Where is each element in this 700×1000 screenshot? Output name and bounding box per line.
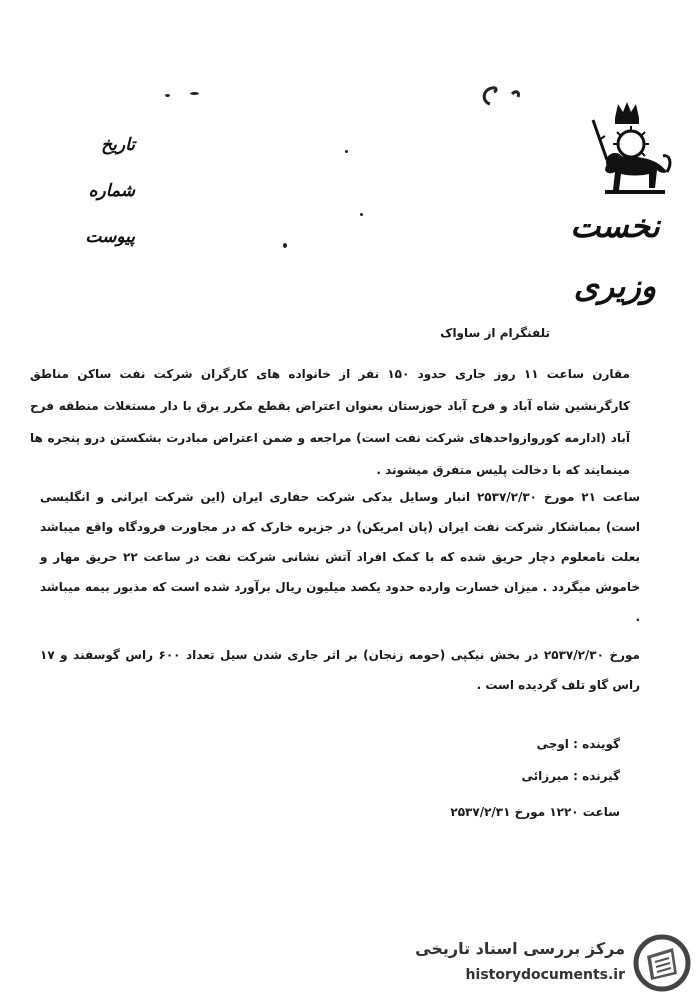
- receiver-line: گیرنده : میرزائی: [521, 769, 620, 783]
- paragraph-2: ساعت ۲۱ مورخ ۲۵۳۷/۲/۳۰ انبار وسایل یدکی شرکت حفاری ایران (این شرکت ایرانی و انگلیسی است) بمباشکار شرکت نفت ایران (پان امریکن) در جزیره خارک که در مجاورت فرودگاه واقع میباشد بعلت نامعلوم دچار حریق شده که با کمک افراد آتش نشانی شرکت نفت در ساعت ۲۲ حریق مهار و خاموش میگردد . میزان خسارت وارده حدود یکصد میلیون ریال برآورد شده است که مذبور بیمه میباشد .: [40, 490, 640, 624]
- ink-speck: [283, 243, 287, 248]
- watermark-name: مرکز بررسی اسناد تاریخی: [415, 939, 625, 958]
- ink-speck: [165, 94, 170, 97]
- sender-line: گوینده : اوجی: [536, 737, 620, 751]
- paragraph-1: مقارن ساعت ۱۱ روز جاری حدود ۱۵۰ نفر از خانواده های کارگران شرکت نفت ساکن مناطق کارگرنشین شاه آباد و فرح آباد خوزستان بعنوان اعتراض بقطع مکرر برق با دار مستغلات منطقه فرح آباد (ادارمه کوروازواحدهای شرکت نفت است) مراجعه و ضمن اعتراض مبادرت بشکستن درو پنجره ها مینمایند که با دخالت پلیس متفرق میشوند .: [30, 367, 630, 477]
- handwritten-mark: [480, 84, 525, 109]
- attachment-label: پیوست: [85, 227, 135, 247]
- number-label: شماره: [88, 181, 135, 201]
- telegram-header: تلفنگرام از ساواک: [440, 326, 550, 340]
- date-label: تاریخ: [101, 135, 135, 155]
- watermark-url: historydocuments.ir: [465, 967, 625, 983]
- meta-labels: [55, 122, 135, 260]
- office-name: نخست وزیری: [570, 207, 660, 305]
- paragraph-3: مورخ ۲۵۳۷/۲/۳۰ در بخش نیکپی (حومه زنجان) بر اثر جاری شدن سیل تعداد ۶۰۰ راس گوسفند و ۱۷ راس گاو تلف گردیده است .: [40, 648, 640, 692]
- document-archive-logo: [633, 934, 691, 992]
- ink-speck: [190, 92, 199, 95]
- ink-speck: [345, 150, 348, 153]
- lion-and-sun-emblem: [585, 100, 675, 205]
- time-line: ساعت ۱۲۲۰ مورخ ۲۵۳۷/۲/۳۱: [450, 805, 620, 819]
- ink-speck: [360, 213, 363, 216]
